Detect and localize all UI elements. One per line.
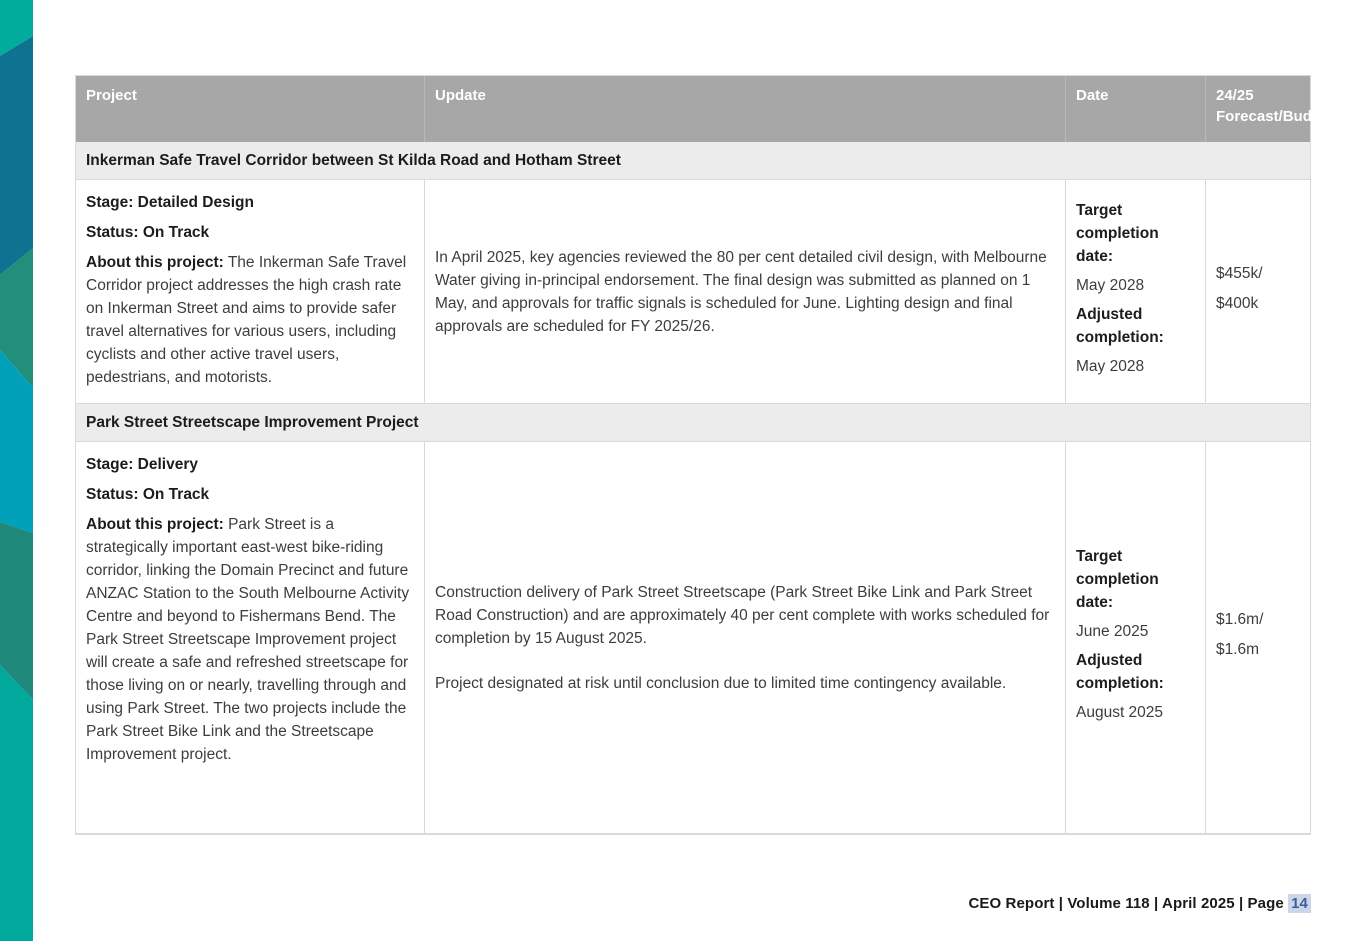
- target-completion-value: June 2025: [1076, 623, 1149, 640]
- date-cell: [1066, 442, 1206, 833]
- column-header-update: Update: [425, 76, 1066, 142]
- page-footer: [968, 895, 1311, 912]
- status-text: Status: On Track: [86, 486, 210, 503]
- column-header-project: Project: [76, 76, 425, 142]
- adjusted-completion-label: Adjusted completion:: [1076, 652, 1164, 692]
- about-paragraph: [86, 513, 414, 766]
- about-label: About this project:: [86, 516, 224, 533]
- stage-text: Stage: Detailed Design: [86, 194, 254, 211]
- update-cell: [425, 442, 1066, 833]
- adjusted-completion-value: August 2025: [1076, 704, 1164, 721]
- page-number-field: 14: [1288, 894, 1311, 913]
- budget-value: $400k: [1216, 294, 1259, 312]
- adjusted-completion-label: Adjusted completion:: [1076, 306, 1164, 346]
- column-header-forecast-budget: 24/25 Forecast/Budget: [1216, 87, 1335, 125]
- projects-status-table: [75, 75, 1335, 835]
- update-paragraph: Construction delivery of Park Street Streetscape (Park Street Bike Link and Park Street Road Construction) and are approximately 40 per cent complete with works scheduled for completion by 15 August 2025.: [435, 583, 1050, 647]
- status-text: Status: On Track: [86, 224, 210, 241]
- table-header-row: [76, 76, 1335, 142]
- about-paragraph: [86, 251, 414, 389]
- project-cell: [76, 180, 425, 403]
- section-header-park-street: Park Street Streetscape Improvement Project: [76, 404, 1310, 442]
- budget-value: $1.6m: [1216, 640, 1260, 658]
- forecast-value: $455k/: [1216, 264, 1263, 282]
- accent-shape-dark-teal: [0, 36, 33, 275]
- forecast-budget-cell: [1206, 442, 1310, 833]
- target-completion-label: Target completion date:: [1076, 548, 1159, 611]
- table-row-inkerman: [76, 180, 1310, 404]
- about-text: The Inkerman Safe Travel Corridor project addresses the high crash rate on Inkerman Street and aims to provide safer travel alternatives for various users, including cyclists and other active travel users, pedestrians, and motorists.: [86, 254, 407, 386]
- about-label: About this project:: [86, 254, 224, 271]
- section-header-inkerman: Inkerman Safe Travel Corridor between St Kilda Road and Hotham Street: [76, 142, 1310, 180]
- table-row-park-street: [76, 442, 1310, 834]
- forecast-value: $1.6m/: [1216, 610, 1264, 628]
- about-text: Park Street is a strategically important east-west bike-riding corridor, linking the Domain Precinct and future ANZAC Station to the South Melbourne Activity Centre and beyond to Fishermans Bend. The Park Street Streetscape Improvement project will create a safe and refreshed streetscape for those living on or nearly, travelling through and using Park Street. The two projects include the Park Street Bike Link and the Streetscape Improvement project.: [86, 516, 410, 763]
- update-paragraph: Project designated at risk until conclusion due to limited time contingency available.: [435, 674, 1007, 692]
- forecast-budget-cell: [1206, 180, 1310, 403]
- left-accent-strip: [0, 0, 33, 941]
- date-cell: [1066, 180, 1206, 403]
- target-completion-value: May 2028: [1076, 277, 1145, 294]
- footer-report-label: CEO Report | Volume 118 | April 2025 | Page: [968, 895, 1284, 912]
- project-cell: [76, 442, 425, 833]
- column-header-date: Date: [1066, 76, 1206, 142]
- accent-shape-bottom-teal: [0, 665, 33, 941]
- update-paragraph: In April 2025, key agencies reviewed the 80 per cent detailed civil design, with Melbourne Water giving in-principal endorsement. The final design was submitted as planned on 1 May, and approvals for traffic signals is scheduled for June. Lighting design and final approvals are scheduled for FY 2025/26.: [435, 248, 1047, 335]
- update-cell: [425, 180, 1066, 403]
- target-completion-label: Target completion date:: [1076, 202, 1159, 265]
- stage-text: Stage: Delivery: [86, 456, 198, 473]
- adjusted-completion-value: May 2028: [1076, 358, 1145, 375]
